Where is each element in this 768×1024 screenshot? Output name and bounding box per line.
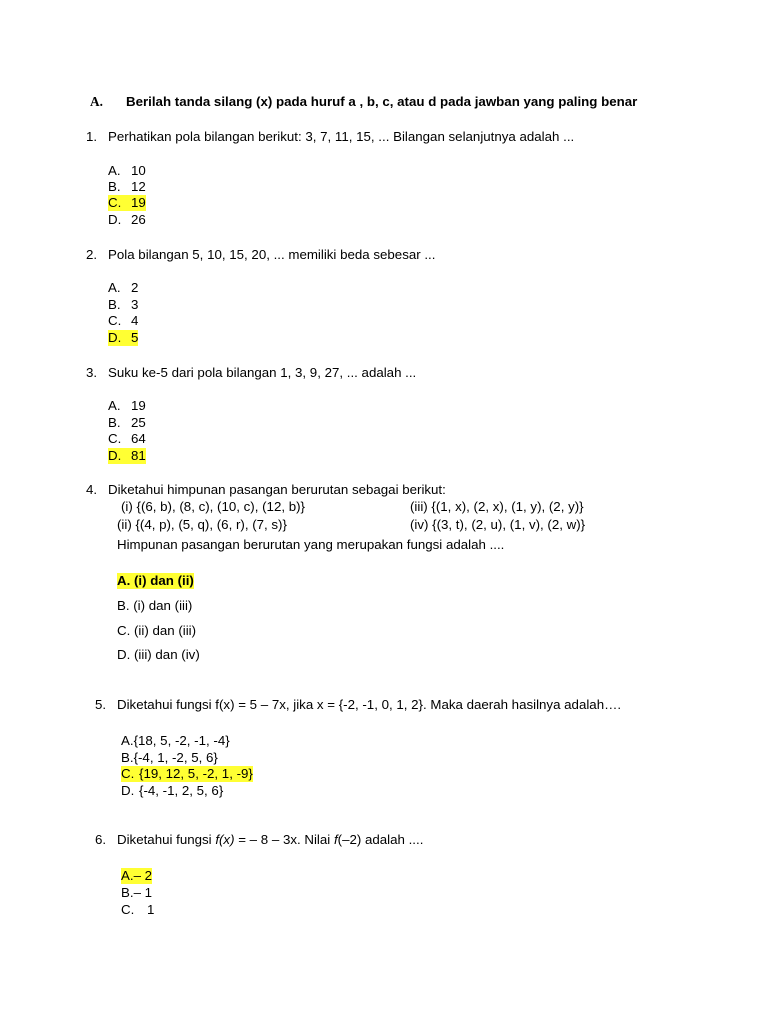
set-iv: (iv) {(3, t), (2, u), (1, v), (2, w)}	[410, 517, 586, 532]
question-3	[86, 365, 416, 381]
question-number: 2.	[86, 247, 98, 262]
question-4-prompt: Himpunan pasangan berurutan yang merupakan fungsi adalah ....	[117, 537, 505, 552]
answer-option-6c[interactable]: C. 1	[121, 902, 155, 917]
question-text: Diketahui fungsi f(x) = 5 – 7x, jika x = {-2, -1, 0, 1, 2}. Maka daerah hasilnya adalah….	[117, 697, 622, 712]
answer-option-2b[interactable]: B. 3	[108, 297, 139, 312]
answer-option-1d[interactable]: D. 26	[108, 212, 146, 227]
question-5	[95, 697, 621, 713]
function-fx: f(x)	[215, 832, 235, 847]
question-text: Perhatikan pola bilangan berikut: 3, 7, 11, 15, ... Bilangan selanjutnya adalah ...	[108, 129, 575, 144]
answer-option-5a[interactable]: A.{18, 5, -2, -1, -4}	[121, 733, 230, 748]
question-number: 6.	[95, 832, 107, 847]
question-2	[86, 247, 435, 263]
answer-option-6a-highlighted[interactable]: A.– 2	[121, 868, 153, 883]
question-text: Pola bilangan 5, 10, 15, 20, ... memiliki beda sebesar ...	[108, 247, 436, 262]
question-number: 5.	[95, 697, 107, 712]
answer-option-1a[interactable]: A. 10	[108, 163, 146, 178]
question-4	[86, 482, 446, 498]
answer-option-2c[interactable]: C. 4	[108, 313, 139, 328]
question-number: 3.	[86, 365, 98, 380]
set-i: (i) {(6, b), (8, c), (10, c), (12, b)}	[121, 499, 305, 514]
answer-option-4a-highlighted[interactable]: A. (i) dan (ii)	[117, 573, 194, 588]
answer-option-5c-highlighted[interactable]: C. {19, 12, 5, -2, 1, -9}	[121, 766, 253, 781]
answer-option-1b[interactable]: B. 12	[108, 179, 146, 194]
question-1	[86, 129, 574, 145]
answer-option-4b[interactable]: B. (i) dan (iii)	[117, 598, 193, 613]
answer-option-3b[interactable]: B. 25	[108, 415, 146, 430]
answer-option-5d[interactable]: D. {-4, -1, 2, 5, 6}	[121, 783, 224, 798]
function-f: f	[333, 832, 338, 847]
section-instruction: Berilah tanda silang (x) pada huruf a , b, c, atau d pada jawban yang paling benar	[126, 94, 638, 109]
question-number: 1.	[86, 129, 98, 144]
question-number: 4.	[86, 482, 98, 497]
set-ii: (ii) {(4, p), (5, q), (6, r), (7, s)}	[117, 517, 287, 532]
answer-option-6b[interactable]: B.– 1	[121, 885, 153, 900]
set-iii: (iii) {(1, x), (2, x), (1, y), (2, y)}	[410, 499, 584, 514]
answer-option-2a[interactable]: A. 2	[108, 280, 139, 295]
question-6: 6. Diketahui fungsi f(x) = – 8 – 3x. Nilai f(–2) adalah ....	[95, 832, 424, 847]
answer-option-5b[interactable]: B.{-4, 1, -2, 5, 6}	[121, 750, 218, 765]
answer-option-3c[interactable]: C. 64	[108, 431, 146, 446]
answer-option-4c[interactable]: C. (ii) dan (iii)	[117, 623, 197, 638]
answer-option-3a[interactable]: A. 19	[108, 398, 146, 413]
answer-option-1c-highlighted[interactable]: C. 19	[108, 195, 146, 210]
answer-option-4d[interactable]: D. (iii) dan (iv)	[117, 647, 200, 662]
answer-option-2d-highlighted[interactable]: D. 5	[108, 330, 139, 345]
question-text: Suku ke-5 dari pola bilangan 1, 3, 9, 27, ... adalah ...	[108, 365, 417, 380]
question-text: Diketahui himpunan pasangan berurutan sebagai berikut:	[108, 482, 446, 497]
section-letter: A.	[90, 94, 103, 109]
answer-option-3d-highlighted[interactable]: D. 81	[108, 448, 146, 463]
